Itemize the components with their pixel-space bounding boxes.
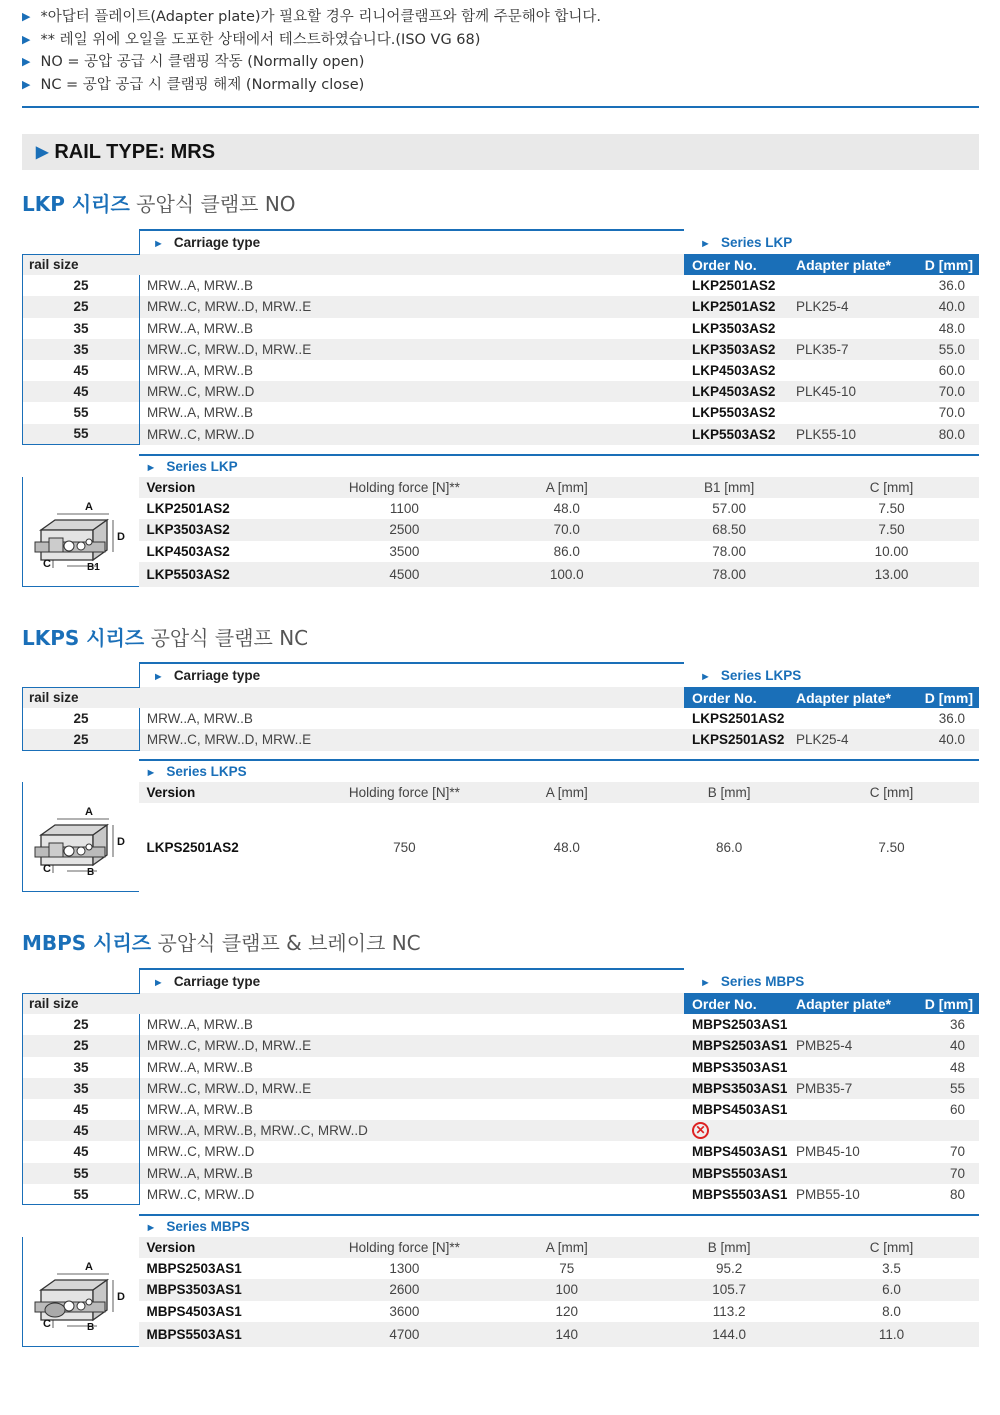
adapter-plate-cell	[796, 1163, 906, 1184]
adapter-plate-cell	[796, 402, 906, 423]
a-header: A [mm]	[479, 1237, 654, 1258]
carriage-type-header: ► Carriage type	[139, 230, 684, 254]
rail-size-header: rail size	[23, 687, 140, 708]
table-row	[23, 1078, 980, 1099]
note-item: ▶ NO = 공압 공급 시 클램핑 작동 (Normally open)	[22, 51, 962, 74]
d-cell: 40.0	[906, 296, 979, 317]
table-row	[23, 1184, 980, 1205]
b-cell: 78.00	[654, 541, 804, 562]
table-row	[23, 275, 980, 296]
carriage-cell: MRW..A, MRW..B	[139, 318, 684, 339]
table-row	[23, 803, 980, 891]
d-cell: 70.0	[906, 402, 979, 423]
carriage-table-lkps	[22, 662, 979, 751]
c-header: C [mm]	[804, 782, 979, 803]
adapter-plate-cell: PMB35-7	[796, 1078, 906, 1099]
carriage-type-header: ► Carriage type	[139, 663, 684, 687]
table-row	[23, 1322, 980, 1347]
carriage-cell: MRW..C, MRW..D, MRW..E	[139, 339, 684, 360]
holding-force-cell: 2500	[329, 519, 479, 540]
table-row	[23, 1035, 980, 1056]
order-no-cell: MBPS2503AS1	[684, 1035, 796, 1056]
table-row	[23, 1279, 980, 1300]
carriage-table-lkp	[22, 229, 979, 445]
diagram-label-c: C	[43, 558, 52, 571]
cross-circle-icon: ✕	[692, 1122, 709, 1139]
rail-type-banner: ▶ RAIL TYPE: MRS	[22, 134, 979, 170]
holding-force-cell: 1100	[329, 498, 479, 519]
rail-size-cell: 45	[23, 1099, 140, 1120]
rail-size-cell: 45	[23, 1141, 140, 1162]
order-no-cell: MBPS4503AS1	[684, 1099, 796, 1120]
table-row	[23, 318, 980, 339]
table-row	[23, 381, 980, 402]
order-no-cell: LKP2501AS2	[684, 275, 796, 296]
diagram-label-d: D	[117, 1291, 126, 1304]
clamp-diagram	[23, 477, 140, 587]
order-no-cell: LKPS2501AS2	[684, 729, 796, 750]
order-no-cell: MBPS4503AS1	[684, 1141, 796, 1162]
c-cell: 7.50	[804, 519, 979, 540]
adapter-plate-cell	[796, 360, 906, 381]
rail-size-cell: 45	[23, 1120, 140, 1141]
diagram-label-c: C	[43, 1318, 52, 1331]
clamp-diagram-icon	[27, 490, 135, 570]
rail-size-cell: 55	[23, 402, 140, 423]
table-row	[23, 1141, 980, 1162]
order-no-cell: MBPS2503AS1	[684, 1014, 796, 1035]
c-cell: 8.0	[804, 1301, 979, 1322]
clamp-diagram-icon	[27, 1250, 135, 1330]
rail-size-header: rail size	[23, 254, 140, 275]
order-no-cell: LKP3503AS2	[684, 339, 796, 360]
diagram-label-a: A	[85, 501, 94, 514]
carriage-cell: MRW..C, MRW..D	[139, 1141, 684, 1162]
b-cell: 68.50	[654, 519, 804, 540]
carriage-cell: MRW..A, MRW..B	[139, 708, 684, 729]
d-cell: 70	[906, 1141, 979, 1162]
d-cell: 60.0	[906, 360, 979, 381]
table-row	[23, 519, 980, 540]
carriage-cell: MRW..A, MRW..B	[139, 1163, 684, 1184]
rail-size-cell: 35	[23, 1078, 140, 1099]
b-cell: 113.2	[654, 1301, 804, 1322]
rail-size-cell: 35	[23, 339, 140, 360]
table-row	[23, 562, 980, 587]
b-cell: 86.0	[654, 803, 804, 891]
blank-cell	[23, 230, 140, 254]
order-no-cell: MBPS3503AS1	[684, 1078, 796, 1099]
d-cell: 60	[906, 1099, 979, 1120]
table-row	[23, 729, 980, 750]
order-no-cell	[684, 1120, 796, 1141]
version-cell: MBPS5503AS1	[139, 1322, 329, 1347]
adapter-plate-cell	[796, 708, 906, 729]
c-header: C [mm]	[804, 1237, 979, 1258]
a-cell: 48.0	[479, 498, 654, 519]
diagram-label-b: B	[87, 1322, 95, 1331]
adapter-plate-cell: PLK45-10	[796, 381, 906, 402]
a-cell: 86.0	[479, 541, 654, 562]
adapter-plate-cell	[796, 1014, 906, 1035]
blank-cell	[139, 993, 684, 1014]
table-row	[23, 1014, 980, 1035]
rail-size-cell: 55	[23, 424, 140, 445]
rail-size-cell: 25	[23, 1035, 140, 1056]
holding-force-header: Holding force [N]**	[329, 1237, 479, 1258]
c-cell: 10.00	[804, 541, 979, 562]
rail-size-cell: 55	[23, 1184, 140, 1205]
triangle-right-icon: ▶	[22, 10, 31, 23]
triangle-right-icon: ►	[700, 976, 711, 989]
a-header: A [mm]	[479, 782, 654, 803]
b-cell: 105.7	[654, 1279, 804, 1300]
a-cell: 48.0	[479, 803, 654, 891]
holding-force-cell: 4500	[329, 562, 479, 587]
triangle-right-icon: ►	[145, 462, 157, 474]
version-cell: MBPS2503AS1	[139, 1258, 329, 1279]
rail-size-cell: 45	[23, 381, 140, 402]
adapter-plate-cell	[796, 318, 906, 339]
rail-size-header: rail size	[23, 993, 140, 1014]
carriage-cell: MRW..A, MRW..B	[139, 275, 684, 296]
c-cell: 3.5	[804, 1258, 979, 1279]
d-cell: 36	[906, 1014, 979, 1035]
adapter-plate-header: Adapter plate*	[796, 687, 906, 708]
order-no-header: Order No.	[684, 687, 796, 708]
adapter-plate-cell: PLK25-4	[796, 296, 906, 317]
clamp-diagram	[23, 1237, 140, 1347]
blank-cell	[139, 687, 684, 708]
a-cell: 140	[479, 1322, 654, 1347]
carriage-cell: MRW..A, MRW..B	[139, 360, 684, 381]
version-cell: LKPS2501AS2	[139, 803, 329, 891]
adapter-plate-cell: PLK55-10	[796, 424, 906, 445]
rail-size-cell: 25	[23, 296, 140, 317]
carriage-cell: MRW..C, MRW..D	[139, 1184, 684, 1205]
blank-cell	[23, 663, 140, 687]
d-cell: 36.0	[906, 275, 979, 296]
rail-size-cell: 35	[23, 1057, 140, 1078]
b-header: B1 [mm]	[654, 477, 804, 498]
carriage-cell: MRW..C, MRW..D	[139, 424, 684, 445]
adapter-plate-header: Adapter plate*	[796, 254, 906, 275]
rail-size-cell: 35	[23, 318, 140, 339]
rail-size-cell: 55	[23, 1163, 140, 1184]
adapter-plate-header: Adapter plate*	[796, 993, 906, 1014]
blank-cell	[23, 969, 140, 993]
table-row	[23, 1057, 980, 1078]
triangle-right-icon: ▶	[36, 144, 49, 161]
diagram-label-a: A	[85, 1261, 94, 1274]
series-header: ► Series LKP	[139, 455, 979, 477]
triangle-right-icon: ►	[152, 671, 164, 683]
carriage-cell: MRW..C, MRW..D	[139, 381, 684, 402]
triangle-right-icon: ►	[145, 767, 157, 779]
triangle-right-icon: ►	[145, 1222, 157, 1234]
divider	[22, 106, 979, 108]
holding-force-cell: 750	[329, 803, 479, 891]
order-no-cell: LKP5503AS2	[684, 402, 796, 423]
order-no-cell: MBPS5503AS1	[684, 1163, 796, 1184]
carriage-cell: MRW..A, MRW..B, MRW..C, MRW..D	[139, 1120, 684, 1141]
table-row	[23, 360, 980, 381]
diagram-label-b: B	[87, 866, 95, 875]
rail-size-cell: 25	[23, 275, 140, 296]
series-header: ► Series MBPS	[700, 973, 805, 989]
triangle-right-icon: ▶	[22, 32, 31, 46]
version-cell: LKP5503AS2	[139, 562, 329, 587]
clamp-diagram	[23, 782, 140, 891]
order-no-cell: LKP5503AS2	[684, 424, 796, 445]
triangle-right-icon: ▶	[22, 55, 31, 68]
c-cell: 13.00	[804, 562, 979, 587]
holding-force-header: Holding force [N]**	[329, 782, 479, 803]
b-header: B [mm]	[654, 1237, 804, 1258]
version-header: Version	[139, 1237, 329, 1258]
table-row	[23, 541, 980, 562]
triangle-right-icon: ►	[152, 977, 164, 989]
d-cell: 40.0	[906, 729, 979, 750]
carriage-cell: MRW..A, MRW..B	[139, 1014, 684, 1035]
carriage-cell: MRW..C, MRW..D, MRW..E	[139, 1078, 684, 1099]
d-cell	[906, 1120, 979, 1141]
adapter-plate-cell: PLK25-4	[796, 729, 906, 750]
order-no-cell: LKPS2501AS2	[684, 708, 796, 729]
d-cell: 48	[906, 1057, 979, 1078]
d-cell: 70.0	[906, 381, 979, 402]
rail-size-cell: 25	[23, 1014, 140, 1035]
a-cell: 120	[479, 1301, 654, 1322]
carriage-cell: MRW..C, MRW..D, MRW..E	[139, 1035, 684, 1056]
notes-list	[22, 6, 962, 96]
d-cell: 36.0	[906, 708, 979, 729]
table-row	[23, 339, 980, 360]
series-header: ► Series LKPS	[139, 760, 979, 782]
d-header: D [mm]	[906, 254, 979, 275]
diagram-label-d: D	[117, 835, 126, 848]
version-cell: LKP2501AS2	[139, 498, 329, 519]
diagram-label-b: B1	[87, 562, 101, 571]
version-table-mbps	[22, 1214, 979, 1347]
version-cell: MBPS4503AS1	[139, 1301, 329, 1322]
table-row	[23, 1120, 980, 1141]
table-row	[23, 1301, 980, 1322]
b-header: B [mm]	[654, 782, 804, 803]
note-item: ▶ *아답터 플레이트(Adapter plate)가 필요할 경우 리니어클램프와 함께 주문해야 합니다.	[22, 6, 962, 29]
a-cell: 100	[479, 1279, 654, 1300]
table-row	[23, 424, 980, 445]
table-row	[23, 402, 980, 423]
d-cell: 40	[906, 1035, 979, 1056]
carriage-cell: MRW..A, MRW..B	[139, 1099, 684, 1120]
c-cell: 7.50	[804, 498, 979, 519]
adapter-plate-cell: PMB55-10	[796, 1184, 906, 1205]
b-cell: 78.00	[654, 562, 804, 587]
clamp-diagram-icon	[27, 795, 135, 875]
version-cell: MBPS3503AS1	[139, 1279, 329, 1300]
version-cell: LKP3503AS2	[139, 519, 329, 540]
triangle-right-icon: ►	[700, 237, 711, 250]
series-header: ► Series MBPS	[139, 1215, 979, 1237]
b-cell: 144.0	[654, 1322, 804, 1347]
note-item: ▶ ** 레일 위에 오일을 도포한 상태에서 테스트하였습니다.(ISO VG 68)	[22, 29, 962, 52]
version-header: Version	[139, 477, 329, 498]
carriage-cell: MRW..A, MRW..B	[139, 402, 684, 423]
note-item: ▶ NC = 공압 공급 시 클램핑 해제 (Normally close)	[22, 74, 962, 97]
order-no-cell: LKP2501AS2	[684, 296, 796, 317]
carriage-table-mbps	[22, 968, 979, 1205]
a-cell: 100.0	[479, 562, 654, 587]
table-row	[23, 498, 980, 519]
d-cell: 80	[906, 1184, 979, 1205]
table-row	[23, 1099, 980, 1120]
carriage-cell: MRW..C, MRW..D, MRW..E	[139, 729, 684, 750]
version-table-lkps	[22, 759, 979, 892]
version-cell: LKP4503AS2	[139, 541, 329, 562]
d-cell: 80.0	[906, 424, 979, 445]
triangle-right-icon: ▶	[22, 77, 31, 91]
table-row	[23, 1258, 980, 1279]
adapter-plate-cell	[796, 275, 906, 296]
a-cell: 70.0	[479, 519, 654, 540]
adapter-plate-cell: PMB45-10	[796, 1141, 906, 1162]
b-cell: 95.2	[654, 1258, 804, 1279]
blank-cell	[139, 254, 684, 275]
holding-force-cell: 3600	[329, 1301, 479, 1322]
table-row	[23, 296, 980, 317]
holding-force-cell: 3500	[329, 541, 479, 562]
adapter-plate-cell	[796, 1099, 906, 1120]
blank-cell	[23, 1215, 140, 1237]
blank-cell	[23, 455, 140, 477]
d-cell: 70	[906, 1163, 979, 1184]
diagram-label-d: D	[117, 531, 126, 544]
series-header: ► Series LKPS	[700, 667, 802, 683]
diagram-label-a: A	[85, 805, 94, 818]
adapter-plate-cell	[796, 1120, 906, 1141]
c-cell: 7.50	[804, 803, 979, 891]
order-no-header: Order No.	[684, 993, 796, 1014]
d-cell: 55.0	[906, 339, 979, 360]
version-table-lkp	[22, 454, 979, 587]
rail-size-cell: 45	[23, 360, 140, 381]
table-row	[23, 1163, 980, 1184]
c-cell: 6.0	[804, 1279, 979, 1300]
version-header: Version	[139, 782, 329, 803]
a-header: A [mm]	[479, 477, 654, 498]
c-cell: 11.0	[804, 1322, 979, 1347]
section-title-mbps: MBPS 시리즈 공압식 클램프 & 브레이크 NC	[22, 931, 421, 955]
d-header: D [mm]	[906, 993, 979, 1014]
b-cell: 57.00	[654, 498, 804, 519]
holding-force-cell: 1300	[329, 1258, 479, 1279]
order-no-header: Order No.	[684, 254, 796, 275]
c-header: C [mm]	[804, 477, 979, 498]
section-title-lkps: LKPS 시리즈 공압식 클램프 NC	[22, 626, 309, 650]
carriage-cell: MRW..C, MRW..D, MRW..E	[139, 296, 684, 317]
order-no-cell: MBPS5503AS1	[684, 1184, 796, 1205]
d-header: D [mm]	[906, 687, 979, 708]
triangle-right-icon: ►	[700, 670, 711, 683]
adapter-plate-cell: PMB25-4	[796, 1035, 906, 1056]
order-no-cell: LKP3503AS2	[684, 318, 796, 339]
adapter-plate-cell	[796, 1057, 906, 1078]
order-no-cell: LKP4503AS2	[684, 360, 796, 381]
carriage-cell: MRW..A, MRW..B	[139, 1057, 684, 1078]
table-row	[23, 708, 980, 729]
a-cell: 75	[479, 1258, 654, 1279]
d-cell: 55	[906, 1078, 979, 1099]
holding-force-header: Holding force [N]**	[329, 477, 479, 498]
holding-force-cell: 4700	[329, 1322, 479, 1347]
d-cell: 48.0	[906, 318, 979, 339]
carriage-type-header: ► Carriage type	[139, 969, 684, 993]
diagram-label-c: C	[43, 862, 52, 875]
rail-size-cell: 25	[23, 729, 140, 750]
order-no-cell: MBPS3503AS1	[684, 1057, 796, 1078]
holding-force-cell: 2600	[329, 1279, 479, 1300]
blank-cell	[23, 760, 140, 782]
section-title-lkp: LKP 시리즈 공압식 클램프 NO	[22, 192, 296, 216]
triangle-right-icon: ►	[152, 238, 164, 250]
rail-size-cell: 25	[23, 708, 140, 729]
series-header: ► Series LKP	[700, 234, 793, 250]
adapter-plate-cell: PLK35-7	[796, 339, 906, 360]
order-no-cell: LKP4503AS2	[684, 381, 796, 402]
